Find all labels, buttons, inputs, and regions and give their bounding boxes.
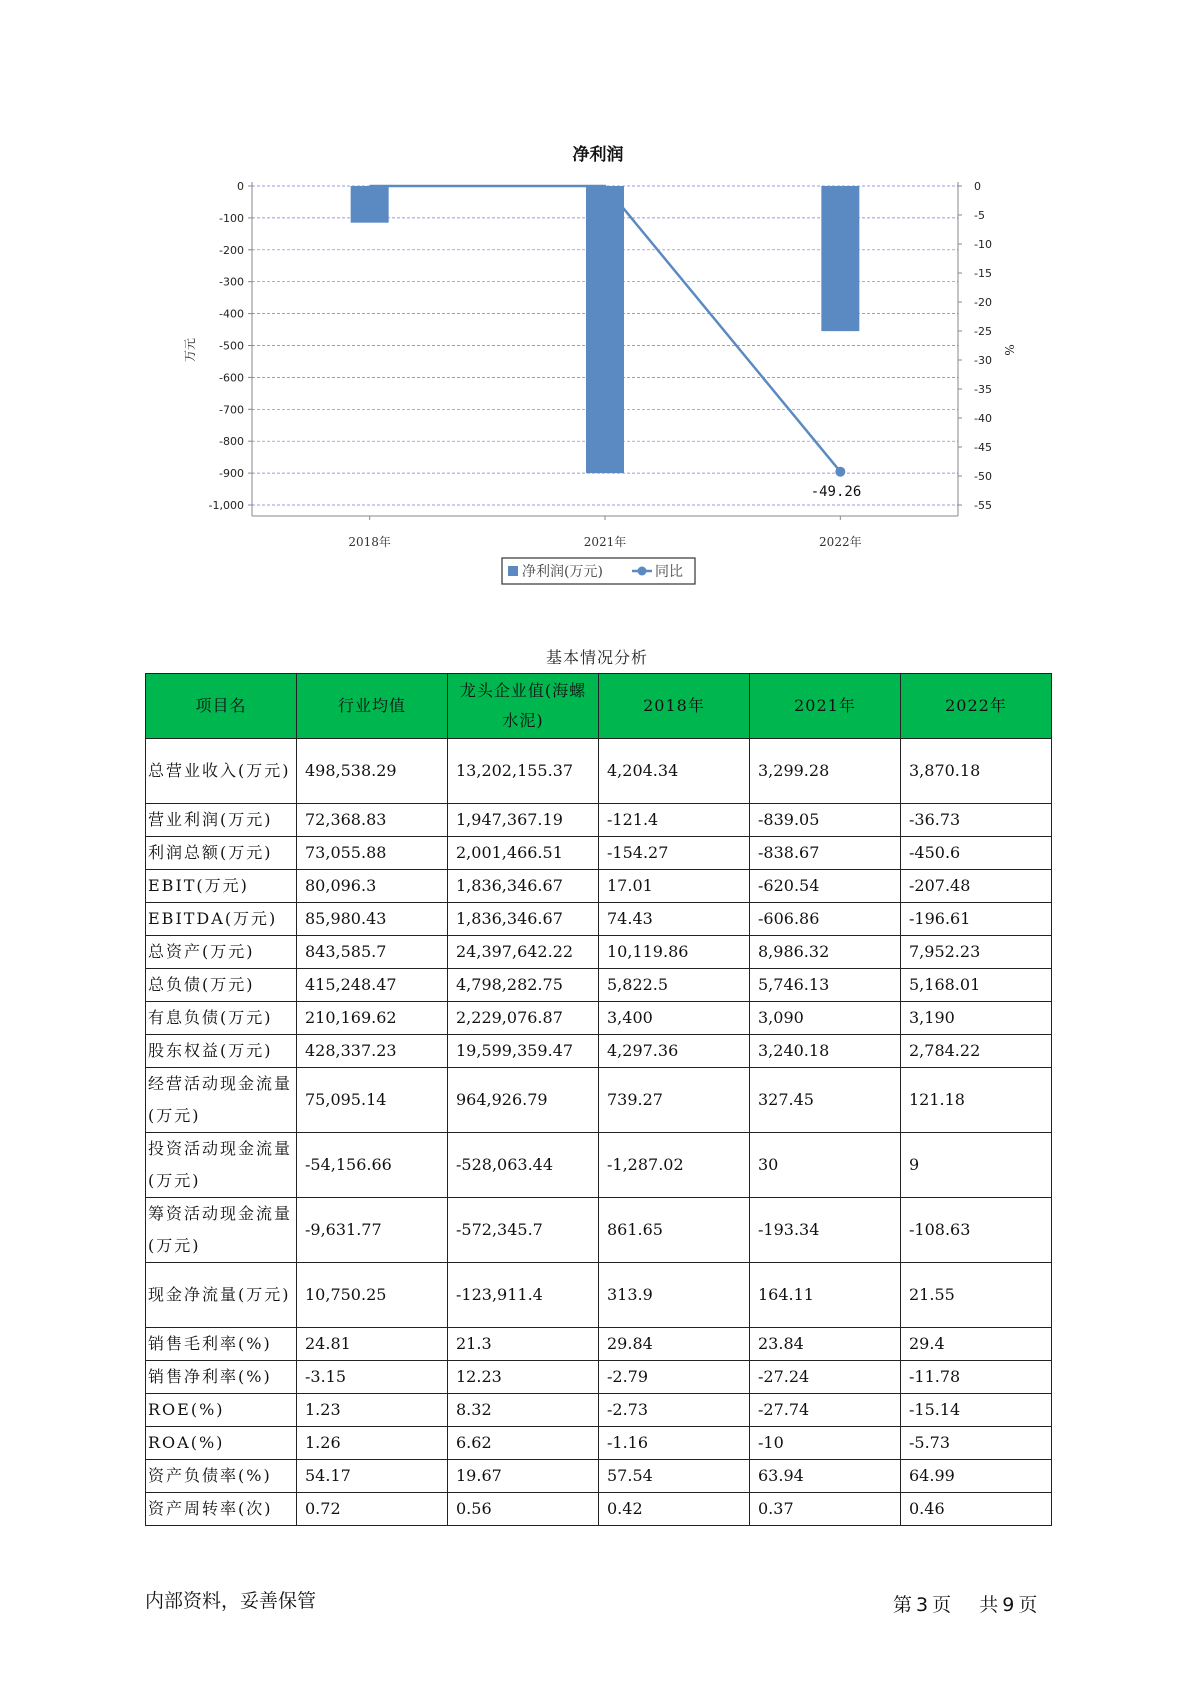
- net-profit-chart: [0, 0, 1191, 600]
- table-row: [146, 969, 1052, 1002]
- right-tick-label: -10: [974, 238, 992, 251]
- value-cell: 1.26: [297, 1427, 448, 1460]
- value-cell: 10,119.86: [599, 936, 750, 969]
- table-row: [146, 1328, 1052, 1361]
- x-tick-label: 2018年: [348, 535, 391, 549]
- right-tick-label: -45: [974, 441, 992, 454]
- bar-2022年: [821, 186, 859, 331]
- table-row: [146, 1493, 1052, 1526]
- page-suffix: 页: [932, 1594, 952, 1616]
- table-row: [146, 739, 1052, 804]
- value-cell: -572,345.7: [448, 1198, 599, 1263]
- table-row: [146, 870, 1052, 903]
- total-suffix: 页: [1018, 1594, 1038, 1616]
- value-cell: 327.45: [750, 1068, 901, 1133]
- row-name-cell: 总负债(万元): [146, 969, 297, 1002]
- value-cell: -1.16: [599, 1427, 750, 1460]
- value-cell: 8,986.32: [750, 936, 901, 969]
- right-tick-label: -55: [974, 499, 992, 512]
- right-axis-ticks: [958, 180, 992, 512]
- value-cell: 29.4: [901, 1328, 1052, 1361]
- right-tick-label: 0: [974, 180, 981, 193]
- value-cell: -108.63: [901, 1198, 1052, 1263]
- value-cell: 19.67: [448, 1460, 599, 1493]
- value-cell: -123,911.4: [448, 1263, 599, 1328]
- chart-title: 净利润: [572, 145, 624, 165]
- table-row: [146, 1133, 1052, 1198]
- header-cell: 龙头企业值(海螺水泥): [448, 674, 599, 739]
- value-cell: 8.32: [448, 1394, 599, 1427]
- left-tick-label: -300: [219, 275, 244, 289]
- right-tick-label: -15: [974, 267, 992, 280]
- value-cell: 63.94: [750, 1460, 901, 1493]
- table-row: [146, 1002, 1052, 1035]
- right-tick-label: -25: [974, 325, 992, 338]
- left-tick-label: -600: [219, 371, 244, 385]
- table-row: [146, 1361, 1052, 1394]
- value-cell: 13,202,155.37: [448, 739, 599, 804]
- legend-line-marker: [638, 567, 647, 576]
- value-cell: -11.78: [901, 1361, 1052, 1394]
- value-cell: -9,631.77: [297, 1198, 448, 1263]
- value-cell: 30: [750, 1133, 901, 1198]
- value-cell: 12.23: [448, 1361, 599, 1394]
- value-cell: -27.24: [750, 1361, 901, 1394]
- value-cell: -207.48: [901, 870, 1052, 903]
- value-cell: 498,538.29: [297, 739, 448, 804]
- header-cell: 项目名: [146, 674, 297, 739]
- value-cell: 3,400: [599, 1002, 750, 1035]
- value-cell: -196.61: [901, 903, 1052, 936]
- table-row: [146, 837, 1052, 870]
- value-cell: 23.84: [750, 1328, 901, 1361]
- row-name-cell: 有息负债(万元): [146, 1002, 297, 1035]
- value-cell: -2.79: [599, 1361, 750, 1394]
- right-tick-label: -20: [974, 296, 992, 309]
- legend-line-label: 同比: [655, 564, 683, 580]
- value-cell: 428,337.23: [297, 1035, 448, 1068]
- analysis-table: [145, 673, 1052, 1526]
- right-tick-label: -30: [974, 354, 992, 367]
- bar-2018年: [351, 186, 389, 223]
- left-tick-label: -1,000: [208, 499, 244, 512]
- value-cell: 0.46: [901, 1493, 1052, 1526]
- left-tick-label: -100: [219, 211, 244, 225]
- value-cell: 0.56: [448, 1493, 599, 1526]
- value-cell: 121.18: [901, 1068, 1052, 1133]
- value-cell: 5,168.01: [901, 969, 1052, 1002]
- page-prefix: 第: [893, 1594, 913, 1616]
- value-cell: -2.73: [599, 1394, 750, 1427]
- header-cell: 2018年: [599, 674, 750, 739]
- footer-confidential-note: 内部资料，妥善保管: [145, 1590, 317, 1612]
- value-cell: 2,784.22: [901, 1035, 1052, 1068]
- value-cell: 21.3: [448, 1328, 599, 1361]
- value-cell: -10: [750, 1427, 901, 1460]
- value-cell: 2,001,466.51: [448, 837, 599, 870]
- row-name-cell: 销售净利率(%): [146, 1361, 297, 1394]
- value-cell: 9: [901, 1133, 1052, 1198]
- value-cell: -450.6: [901, 837, 1052, 870]
- value-cell: 85,980.43: [297, 903, 448, 936]
- value-cell: 843,585.7: [297, 936, 448, 969]
- value-cell: 0.72: [297, 1493, 448, 1526]
- value-cell: 3,240.18: [750, 1035, 901, 1068]
- left-tick-label: -800: [219, 435, 244, 449]
- row-name-cell: 投资活动现金流量(万元): [146, 1133, 297, 1198]
- right-axis-label: %: [1002, 344, 1016, 356]
- row-name-cell: 营业利润(万元): [146, 804, 297, 837]
- table-row: [146, 1068, 1052, 1133]
- value-cell: 861.65: [599, 1198, 750, 1263]
- table-row: [146, 804, 1052, 837]
- bar-series: [351, 186, 860, 473]
- value-cell: 0.42: [599, 1493, 750, 1526]
- total-pages: 9: [1002, 1594, 1015, 1616]
- value-cell: -36.73: [901, 804, 1052, 837]
- left-tick-label: -200: [219, 243, 244, 257]
- left-tick-label: 0: [237, 180, 244, 193]
- value-cell: -121.4: [599, 804, 750, 837]
- row-name-cell: 销售毛利率(%): [146, 1328, 297, 1361]
- yoy-point-2022: [835, 467, 845, 477]
- value-cell: -5.73: [901, 1427, 1052, 1460]
- value-cell: 24.81: [297, 1328, 448, 1361]
- value-cell: 313.9: [599, 1263, 750, 1328]
- header-cell: 2022年: [901, 674, 1052, 739]
- row-name-cell: ROE(%): [146, 1394, 297, 1427]
- table-row: [146, 1263, 1052, 1328]
- legend-bar-label: 净利润(万元): [522, 564, 603, 580]
- row-name-cell: EBIT(万元): [146, 870, 297, 903]
- row-name-cell: EBITDA(万元): [146, 903, 297, 936]
- row-name-cell: 经营活动现金流量(万元): [146, 1068, 297, 1133]
- left-tick-label: -400: [219, 307, 244, 321]
- value-cell: 5,822.5: [599, 969, 750, 1002]
- row-name-cell: 利润总额(万元): [146, 837, 297, 870]
- header-cell: 行业均值: [297, 674, 448, 739]
- row-name-cell: 资产负债率(%): [146, 1460, 297, 1493]
- left-axis-ticks: [209, 180, 252, 512]
- bar-2021年: [586, 186, 624, 473]
- page-number: 3: [916, 1594, 929, 1616]
- left-tick-label: -500: [219, 339, 244, 353]
- value-cell: 17.01: [599, 870, 750, 903]
- legend-bar-swatch: [508, 566, 518, 576]
- value-cell: 72,368.83: [297, 804, 448, 837]
- row-name-cell: 总资产(万元): [146, 936, 297, 969]
- value-cell: 74.43: [599, 903, 750, 936]
- value-cell: 739.27: [599, 1068, 750, 1133]
- value-cell: 1,836,346.67: [448, 870, 599, 903]
- value-cell: -606.86: [750, 903, 901, 936]
- table-row: [146, 1427, 1052, 1460]
- footer-page-indicator: [893, 1590, 1041, 1617]
- right-tick-label: -5: [974, 209, 985, 222]
- chart-legend: [502, 558, 695, 584]
- value-cell: 4,204.34: [599, 739, 750, 804]
- value-cell: -27.74: [750, 1394, 901, 1427]
- table-body: [146, 739, 1052, 1526]
- value-cell: 54.17: [297, 1460, 448, 1493]
- value-cell: -15.14: [901, 1394, 1052, 1427]
- value-cell: -54,156.66: [297, 1133, 448, 1198]
- table-row: [146, 1198, 1052, 1263]
- row-name-cell: ROA(%): [146, 1427, 297, 1460]
- x-axis-ticks: [348, 516, 861, 549]
- value-cell: 3,299.28: [750, 739, 901, 804]
- right-tick-label: -40: [974, 412, 992, 425]
- table-caption: 基本情况分析: [545, 648, 648, 667]
- value-cell: -838.67: [750, 837, 901, 870]
- row-name-cell: 现金净流量(万元): [146, 1263, 297, 1328]
- value-cell: 29.84: [599, 1328, 750, 1361]
- value-cell: -193.34: [750, 1198, 901, 1263]
- value-cell: 5,746.13: [750, 969, 901, 1002]
- table-row: [146, 936, 1052, 969]
- value-cell: 1.23: [297, 1394, 448, 1427]
- value-cell: 7,952.23: [901, 936, 1052, 969]
- right-tick-label: -35: [974, 383, 992, 396]
- table-row: [146, 1035, 1052, 1068]
- row-name-cell: 股东权益(万元): [146, 1035, 297, 1068]
- total-prefix: 共: [979, 1594, 999, 1616]
- table-row: [146, 1394, 1052, 1427]
- value-cell: 964,926.79: [448, 1068, 599, 1133]
- value-cell: 164.11: [750, 1263, 901, 1328]
- value-cell: 3,090: [750, 1002, 901, 1035]
- value-cell: 0.37: [750, 1493, 901, 1526]
- value-cell: 24,397,642.22: [448, 936, 599, 969]
- value-cell: -1,287.02: [599, 1133, 750, 1198]
- value-cell: 3,190: [901, 1002, 1052, 1035]
- value-cell: 19,599,359.47: [448, 1035, 599, 1068]
- value-cell: -154.27: [599, 837, 750, 870]
- value-cell: 4,798,282.75: [448, 969, 599, 1002]
- header-cell: 2021年: [750, 674, 901, 739]
- left-axis-label: 万元: [183, 337, 197, 363]
- value-cell: 75,095.14: [297, 1068, 448, 1133]
- left-tick-label: -900: [219, 467, 244, 481]
- value-cell: -3.15: [297, 1361, 448, 1394]
- value-cell: 1,947,367.19: [448, 804, 599, 837]
- value-cell: 6.62: [448, 1427, 599, 1460]
- value-cell: 415,248.47: [297, 969, 448, 1002]
- left-tick-label: -700: [219, 403, 244, 417]
- table-row: [146, 903, 1052, 936]
- value-cell: 210,169.62: [297, 1002, 448, 1035]
- line-data-label: -49.26: [810, 484, 862, 500]
- row-name-cell: 资产周转率(次): [146, 1493, 297, 1526]
- value-cell: 64.99: [901, 1460, 1052, 1493]
- right-tick-label: -50: [974, 470, 992, 483]
- value-cell: 80,096.3: [297, 870, 448, 903]
- value-cell: 3,870.18: [901, 739, 1052, 804]
- value-cell: 73,055.88: [297, 837, 448, 870]
- value-cell: 4,297.36: [599, 1035, 750, 1068]
- row-name-cell: 总营业收入(万元): [146, 739, 297, 804]
- value-cell: 21.55: [901, 1263, 1052, 1328]
- value-cell: 10,750.25: [297, 1263, 448, 1328]
- value-cell: -620.54: [750, 870, 901, 903]
- value-cell: 1,836,346.67: [448, 903, 599, 936]
- table-header-row: [146, 674, 1052, 739]
- row-name-cell: 筹资活动现金流量(万元): [146, 1198, 297, 1263]
- value-cell: -839.05: [750, 804, 901, 837]
- x-tick-label: 2022年: [819, 535, 862, 549]
- value-cell: 57.54: [599, 1460, 750, 1493]
- x-tick-label: 2021年: [583, 535, 627, 549]
- value-cell: -528,063.44: [448, 1133, 599, 1198]
- table-row: [146, 1460, 1052, 1493]
- value-cell: 2,229,076.87: [448, 1002, 599, 1035]
